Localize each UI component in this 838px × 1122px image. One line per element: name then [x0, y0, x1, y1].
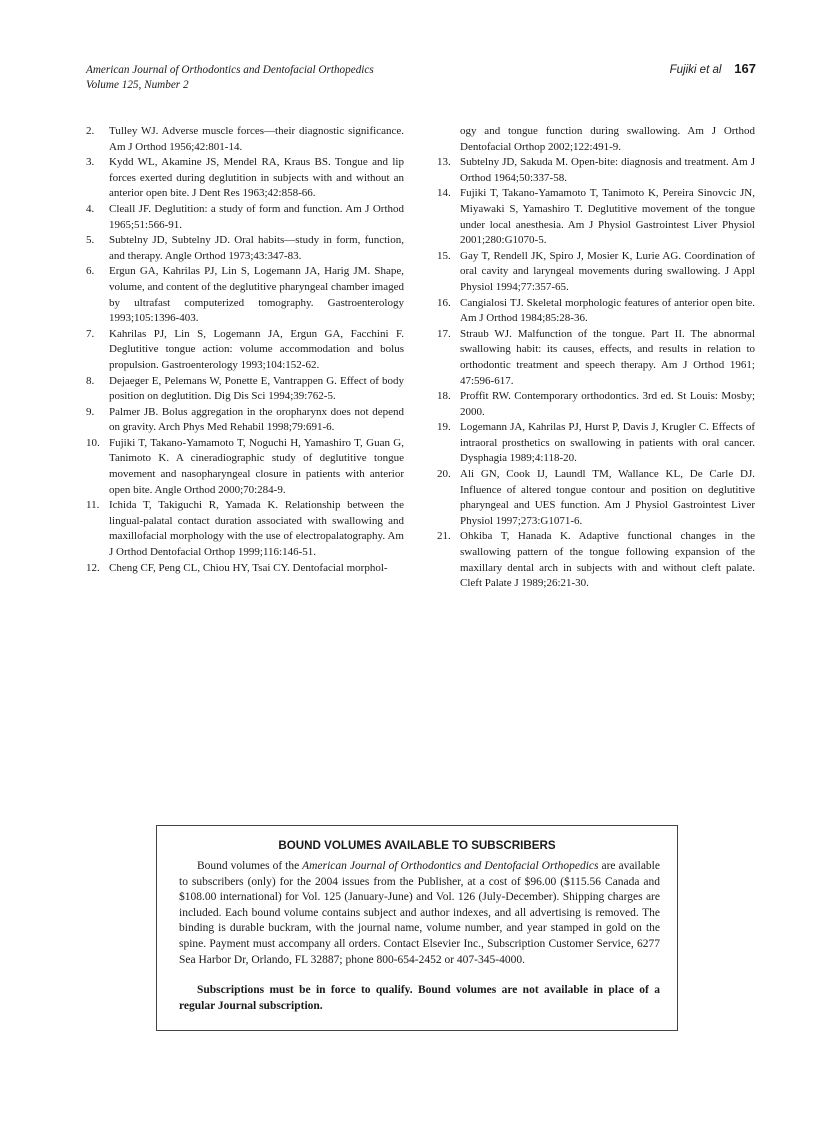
reference-number: 2.: [86, 125, 95, 137]
reference-item: [86, 264, 404, 326]
reference-item: [86, 327, 404, 374]
bound-volumes-notice: [156, 825, 678, 1031]
reference-item: [437, 296, 755, 327]
notice-bold-note: Subscriptions must be in force to qualify. Bound volumes are not available in place of a regular Journal subscription.: [179, 984, 660, 1012]
reference-text: Ali GN, Cook IJ, Laundl TM, Wallance KL, De Carle DJ. Influence of altered tongue contour and position on deglutitive pharyngeal and UES function. Am J Physiol Gastrointest Liver Physiol 1997;273:G1071-6.: [460, 468, 755, 527]
notice-journal-name: American Journal of Orthodontics and Dentofacial Orthopedics: [302, 860, 599, 872]
reference-item: [86, 202, 404, 233]
reference-item: [437, 155, 755, 186]
reference-text: Fujiki T, Takano-Yamamoto T, Tanimoto K, Pereira Sinovcic JN, Miyawaki S, Yamashiro T. Deglutitive movement of the tongue under local anesthesia. Am J Physiol Gastrointest Liver Physiol 2001;280:G1070-5.: [460, 187, 755, 247]
reference-text: Cangialosi TJ. Skeletal morphologic features of anterior open bite. Am J Orthod 1984;85:28-36.: [460, 296, 755, 325]
page-number: 167: [734, 61, 756, 76]
reference-item: [437, 389, 755, 420]
reference-text: Fujiki T, Takano-Yamamoto T, Noguchi H, Yamashiro T, Guan G, Tanimoto K. A cineradiographic study of deglutitive tongue movement and nasopharyngeal closure in patients with anterior open bite. Angle Orthod 2000;70:284-9.: [109, 436, 404, 496]
reference-text: Tulley WJ. Adverse muscle forces—their diagnostic significance. Am J Orthod 1956;42:801-14.: [109, 125, 404, 153]
reference-number: 10.: [86, 436, 100, 449]
reference-number: 4.: [86, 202, 95, 215]
reference-item: [437, 327, 755, 389]
volume-number: Volume 125, Number 2: [86, 79, 189, 91]
reference-number: 17.: [437, 327, 451, 340]
reference-text: Palmer JB. Bolus aggregation in the oropharynx does not depend on gravity. Arch Phys Med Rehabil 1998;79:691-6.: [109, 405, 404, 434]
reference-item: [86, 124, 404, 155]
reference-item: [437, 420, 755, 467]
reference-number: 12.: [86, 561, 100, 574]
article-authors: Fujiki et al: [669, 64, 722, 76]
reference-number: 20.: [437, 468, 451, 481]
reference-number: 6.: [86, 265, 95, 278]
reference-item: [437, 467, 755, 529]
notice-title: BOUND VOLUMES AVAILABLE TO SUBSCRIBERS: [278, 839, 556, 852]
reference-number: 14.: [437, 187, 451, 200]
reference-item: [86, 374, 404, 405]
reference-text: Ergun GA, Kahrilas PJ, Lin S, Logemann JA, Harig JM. Shape, volume, and content of the deglutitive pharyngeal chamber imaged by ultrafast computerized tomography. Gastroenterology 1993;105:1396-403.: [109, 265, 404, 325]
reference-text: Gay T, Rendell JK, Spiro J, Mosier K, Lurie AG. Coordination of oral cavity and laryngeal movements during swallowing. J Appl Physiol 1994;77:357-65.: [460, 249, 755, 293]
reference-number: 7.: [86, 327, 95, 340]
reference-number: 18.: [437, 390, 451, 403]
notice-body: [179, 859, 660, 968]
reference-number: 3.: [86, 156, 95, 169]
reference-number: 5.: [86, 234, 95, 247]
reference-text: Ichida T, Takiguchi R, Yamada K. Relationship between the lingual-palatal contact duration associated with swallowing and maxillofacial morphology with the use of electropalatography. Am J Orthod Dentofacial Orthop 1999;116:146-51.: [109, 499, 404, 559]
reference-text: Logemann JA, Kahrilas PJ, Hurst P, Davis J, Krugler C. Effects of intraoral prosthetics on swallowing in patients with oral cancer. Dysphagia 1989;4:118-20.: [460, 421, 755, 465]
reference-number: 16.: [437, 296, 451, 309]
reference-item: [437, 529, 755, 591]
reference-item: [86, 436, 404, 498]
reference-12-continuation: ogy and tongue function during swallowing. Am J Orthod Dentofacial Orthop 2002;122:491-9.: [460, 125, 755, 153]
reference-text: Kydd WL, Akamine JS, Mendel RA, Kraus BS. Tongue and lip forces exerted during deglutition in subjects with and without an anterior open bite. J Dent Res 1963;42:858-66.: [109, 156, 404, 200]
reference-item: [86, 233, 404, 264]
notice-body-start: Bound volumes of the: [197, 860, 303, 872]
reference-text: Subtelny JD, Subtelny JD. Oral habits—study in form, function, and therapy. Angle Orthod 1973;43:347-83.: [109, 234, 404, 262]
reference-text: Cleall JF. Deglutition: a study of form and function. Am J Orthod 1965;51:566-91.: [109, 202, 404, 231]
reference-number: 15.: [437, 249, 451, 262]
page-header-right: [670, 61, 756, 76]
reference-number: 13.: [437, 156, 451, 169]
reference-item: [86, 405, 404, 436]
reference-number: 21.: [437, 530, 451, 543]
running-header: [86, 63, 374, 93]
reference-item: [437, 249, 755, 296]
references-left-column: [86, 124, 404, 576]
reference-text: Proffit RW. Contemporary orthodontics. 3rd ed. St Louis: Mosby; 2000.: [460, 390, 755, 418]
reference-item: [86, 155, 404, 202]
reference-item: [86, 561, 404, 577]
reference-number: 8.: [86, 374, 95, 387]
reference-item: [86, 498, 404, 560]
references-right-column: [437, 124, 755, 592]
reference-text: Cheng CF, Peng CL, Chiou HY, Tsai CY. Dentofacial morphol-: [109, 561, 388, 574]
reference-text: Straub WJ. Malfunction of the tongue. Part II. The abnormal swallowing habit: its causes, effects, and results in relation to orthodontic treatment and speech therapy. Am J Orthod 1961; 47:596-617.: [460, 327, 755, 387]
reference-text: Subtelny JD, Sakuda M. Open-bite: diagnosis and treatment. Am J Orthod 1964;50:337-58.: [460, 156, 755, 184]
reference-text: Kahrilas PJ, Lin S, Logemann JA, Ergun GA, Facchini F. Deglutitive tongue action: volume accommodation and bolus propulsion. Gastroenterology 1993;104:152-62.: [109, 327, 404, 371]
reference-number: 9.: [86, 405, 95, 418]
reference-item: [437, 186, 755, 248]
reference-number: 11.: [86, 499, 100, 512]
reference-text: Dejaeger E, Pelemans W, Ponette E, Vantrappen G. Effect of body position on deglutition. Dig Dis Sci 1994;39:762-5.: [109, 374, 404, 403]
reference-number: 19.: [437, 421, 451, 434]
reference-text: Ohkiba T, Hanada K. Adaptive functional changes in the swallowing pattern of the tongue following expansion of the maxillary dental arch in subjects with and without cleft palate. Cleft Palate J 1989;26:21-30.: [460, 530, 755, 590]
notice-body-rest: are available to subscribers (only) for the 2004 issues from the Publisher, at a cost of $96.00 ($115.56 Canada and $108.00 international) for Vol. 125 (January-June) and Vol. 126 (July-December). Shipping charges are included. Each bound volume contains subject and author indexes, and all advertising is removed. The binding is durable buckram, with the journal name, volume number, and year stamped in gold on the spine. Payment must accompany all orders. Contact Elsevier Inc., Subscription Customer Service, 6277 Sea Harbor Dr, Orlando, FL 32887; phone 800-654-2452 or 407-345-4000.: [179, 860, 660, 966]
journal-title: American Journal of Orthodontics and Dentofacial Orthopedics: [86, 64, 374, 76]
